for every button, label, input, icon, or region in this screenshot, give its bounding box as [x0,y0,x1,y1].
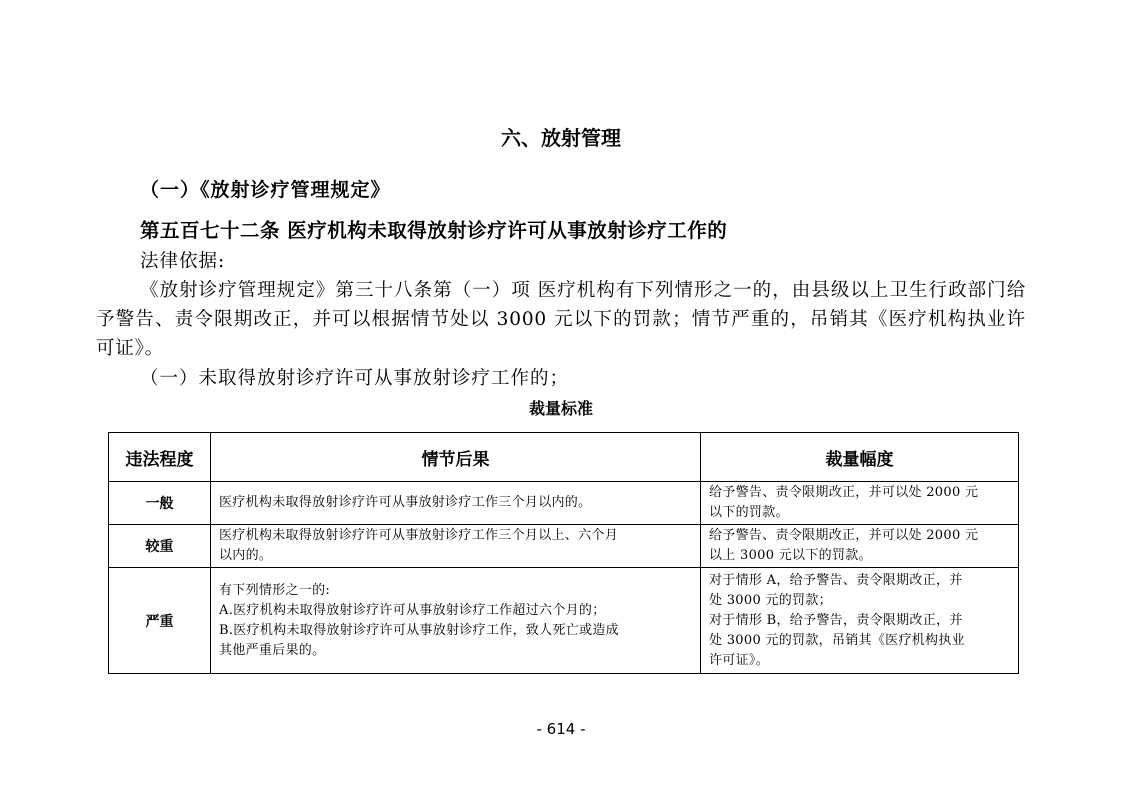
row-circumstance [211,525,701,568]
row-level-serious: 较重 [109,525,211,568]
circumstance-line: 医疗机构未取得放射诊疗许可从事放射诊疗工作三个月以上、六个月 [219,528,619,543]
table-header-row [109,433,1019,482]
circumstance-line: 以内的。 [219,548,273,563]
circumstance-line: 有下列情形之一的: [219,582,331,598]
page-number: - 614 - [536,720,586,738]
table-row [109,568,1019,674]
penalty-line: 对于情形 B，给予警告，责令限期改正，并 [709,612,963,628]
legal-basis-item: （一）未取得放射诊疗许可从事放射诊疗工作的； [140,368,570,389]
header-penalty-range: 裁量幅度 [701,433,1019,482]
circumstance-line: 其他严重后果的。 [219,642,326,658]
penalty-line: 给予警告、责令限期改正，并可以处 2000 元 [709,485,979,500]
circumstance-line: A.医疗机构未取得放射诊疗许可从事放射诊疗工作超过六个月的； [219,602,606,618]
row-level-severe: 严重 [109,568,211,674]
header-violation-level: 违法程度 [109,433,211,482]
header-circumstance: 情节后果 [211,433,701,482]
circumstance-line: 医疗机构未取得放射诊疗许可从事放射诊疗工作三个月以内的。 [219,495,592,510]
row-circumstance [211,482,701,525]
row-level-general: 一般 [109,482,211,525]
row-penalty [701,482,1019,525]
row-penalty [701,525,1019,568]
row-penalty [701,568,1019,674]
penalty-line: 对于情形 A，给予警告、责令限期改正，并 [709,572,963,588]
legal-basis-text: 《放射诊疗管理规定》第三十八条第（一）项 医疗机构有下列情形之一的，由县级以上卫生行政部门给予警告、责令限期改正，并可以根据情节处以 3000 元以下的罚款；情节严重的，吊销其《医疗机构执业许可证》。 [96,280,1026,359]
legal-basis-label: 法律依据: [140,251,226,272]
table-caption: 裁量标准 [528,399,593,418]
article-title: 第五百七十二条 医疗机构未取得放射诊疗许可从事放射诊疗工作的 [140,219,728,242]
penalty-line: 处 3000 元的罚款； [709,592,832,608]
penalty-line: 以上 3000 元以下的罚款。 [709,548,872,563]
penalty-line: 许可证》。 [709,652,770,668]
penalty-line: 处 3000 元的罚款，吊销其《医疗机构执业 [709,632,965,648]
chapter-title: 六、放射管理 [501,126,621,150]
table-row [109,525,1019,568]
discretion-standard-table [108,432,1019,674]
table-row [109,482,1019,525]
section-title: （一）《放射诊疗管理规定》 [140,179,391,201]
row-circumstance [211,568,701,674]
penalty-line: 给予警告、责令限期改正，并可以处 2000 元 [709,528,979,543]
circumstance-line: B.医疗机构未取得放射诊疗许可从事放射诊疗工作，致人死亡或造成 [219,622,619,638]
penalty-line: 以下的罚款。 [709,505,789,520]
